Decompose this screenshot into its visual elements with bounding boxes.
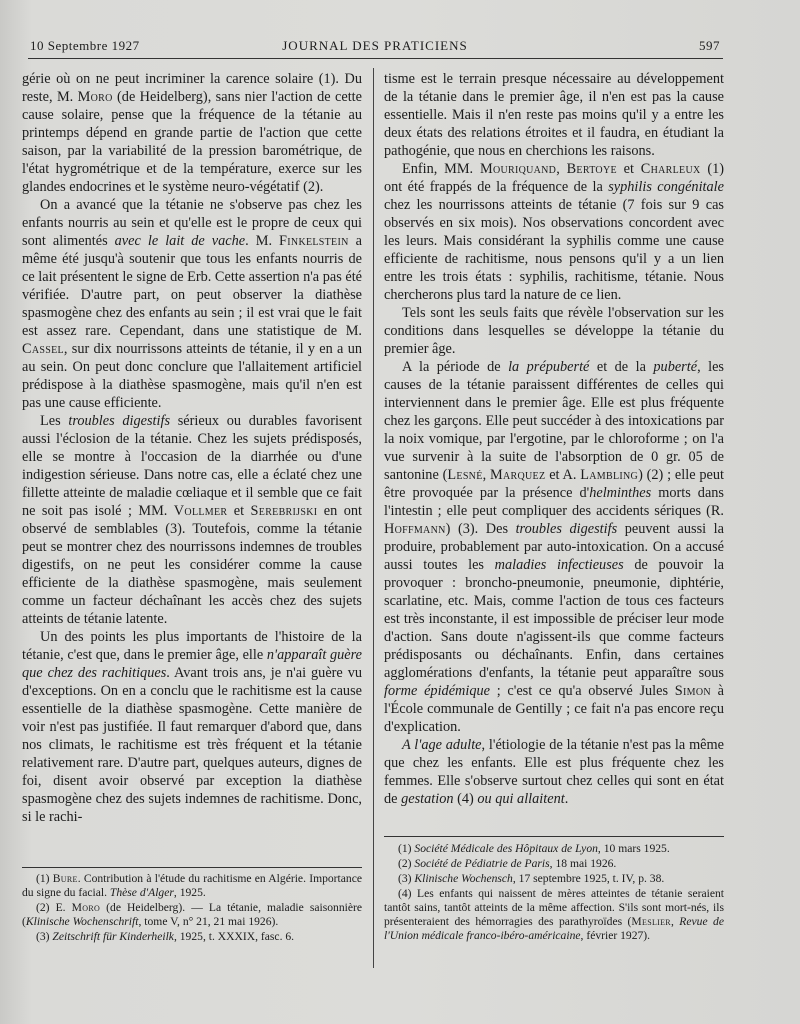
running-head xyxy=(30,38,720,58)
author-name: Marquez xyxy=(490,467,546,483)
author-name: Hoffmann xyxy=(384,521,446,537)
paragraph: Enfin, MM. Mouriquand, Bertoye et Charleux (1) ont été frappés de la fréquence de la syphilis congénitale chez les nourrissons atteints de tétanie (7 fois sur 9 cas observés en six mois). Nos observations concordent avec les leurs. Mais considérant la syphilis comme une cause efficiente de rachitisme, nous pensons qu'il y a un lien entre les trois états : syphilis, rachitisme, tétanie. Nous chercherons plus tard la nature de ce lien. xyxy=(384,161,724,303)
footnote: (1) Bure. Contribution à l'étude du rachitisme en Algérie. Importance du signe du facial. Thèse d'Alger, 1925. xyxy=(22,872,362,899)
paragraph: Un des points les plus importants de l'histoire de la tétanie, c'est que, dans le premier âge, elle n'apparaît guère que chez des rachitiques. Avant trois ans, je n'ai guère vu d'exceptions. On en a conclu que le rachitisme est la cause essentielle de la diathèse spasmogène. Cette manière de voir n'est pas justifiée. Il faut remarquer d'abord que, dans nos climats, le rachitisme est très fréquent et la tétanie relativement rare. D'autre part, quelques auteurs, dignes de foi, disent avoir observé par exception la diathèse spasmogène chez des sujets indemnes de rachitisme. Donc, si le rachi- xyxy=(22,629,363,825)
footnote: (1) Société Médicale des Hôpitaux de Lyon, 10 mars 1925. xyxy=(398,842,670,855)
right-column xyxy=(384,70,724,808)
paragraph: tisme est le terrain presque nécessaire au développement de la tétanie dans le premier âge, il n'en est pas la cause essentielle. Mais il n'en reste pas moins qu'il y a entre les deux états des relations étroites et il faudra, en étudiant la pathogénie, que nous en cherchions les raisons. xyxy=(384,71,724,159)
author-name: Charleux xyxy=(640,161,701,177)
paragraph: On a avancé que la tétanie ne s'observe pas chez les enfants nourris au sein et qu'elle est le propre de ceux qui sont alimentés avec le lait de vache. M. Finkelstein a même été jusqu'à soutenir que tous les enfants nourris de ce lait présentent le signe de Erb. Cette assertion n'a pas été vérifiée. D'autre part, on peut observer la diathèse spasmogène chez des enfants au sein ; il est vrai que le fait est assez rare. Cependant, dans une statistique de M. Cassel, sur dix nourrissons atteints de tétanie, il y en a un au sein. On peut donc conclure que l'allaitement artificiel prédispose à la diathèse spasmogène, mais qu'il n'en est pas une cause efficiente. xyxy=(22,197,363,411)
column-divider xyxy=(373,68,374,968)
footnote: (4) Les enfants qui naissent de mères atteintes de tétanie seraient tantôt sains, tantôt atteints de la même affection. S'ils sont mort-nés, ils présenteraient des hémorragies des parathyroïdes (Meslier, Revue de l'Union médicale franco-ibéro-américaine, février 1927). xyxy=(384,887,724,942)
header-rule xyxy=(28,58,723,59)
author-name: Cassel xyxy=(22,341,64,357)
author-name: Vollmer xyxy=(173,503,228,519)
paragraph: Les troubles digestifs sérieux ou durables favorisent aussi l'éclosion de la tétanie. Chez les sujets prédisposés, elle se montre à l'occasion de la diarrhée ou d'une indigestion sérieuse. Dans notre cas, elle a éclaté chez une fillette atteinte de maladie cœliaque et il semble que ce fait ne soit pas isolé ; MM. Vollmer et Serebrijski en ont observé de semblables (3). Toutefois, comme la tétanie peut se montrer chez des nourrissons indemnes de troubles digestifs, on ne peut les considérer comme la cause efficiente de la diathèse spasmogène, mais seulement comme un facteur déchaînant les accès chez des sujets atteints de tétanie latente. xyxy=(22,413,362,627)
paragraph: A la période de la prépuberté et de la puberté, les causes de la tétanie paraissent différentes de celles qui interviennent dans le premier âge. Elle est plus fréquente chez les garçons. Elle peut succéder à des intoxications par la noix vomique, par l'ergotine, par le chloroforme ; on l'a vue survenir à la suite de l'absorption de 0 gr. 05 de santonine (Lesné, Marquez et A. Lambling) (2) ; elle peut être provoquée par la présence d'helminthes morts dans l'intestin ; elle peut compliquer des accidents sériques (R. Hoffmann) (3). Des troubles digestifs peuvent aussi la produire, probablement par auto-intoxication. On a accusé aussi toutes les maladies infectieuses de pouvoir la provoquer : broncho-pneumonie, pneumonie, diphtérie, scarlatine, etc. Mais, comme l'action de tous ces facteurs est très inconstante, il est impossible de préciser leur mode d'action. Sans doute n'agissent-ils que comme facteurs prédisposants ou déchaînants. Enfin, dans certaines agglomérations d'enfants, la tétanie peut apparaître sous forme épidémique ; c'est ce qu'a observé Jules Simon à l'École communale de Gentilly ; ce fait n'a pas encore reçu d'explication. xyxy=(384,359,724,735)
paragraph: A l'age adulte, l'étiologie de la tétanie n'est pas la même que chez les enfants. Elle est plus fréquente chez les femmes. Elle s'observe surtout chez celles qui sont en état de gestation (4) ou qui allaitent. xyxy=(384,737,724,807)
issue-date: 10 Septembre 1927 xyxy=(30,38,140,53)
footnote: (2) E. Moro (de Heidelberg). — La tétanie, maladie saisonnière (Klinische Wochenschrift, tome V, n° 21, 21 mai 1926). xyxy=(22,901,362,928)
author-name: Lambling xyxy=(580,467,639,483)
author-name: Mouriquand xyxy=(479,161,557,177)
left-footnotes xyxy=(22,872,362,945)
author-name: Lesné xyxy=(447,467,483,483)
author-name: Moro xyxy=(77,89,113,105)
author-name: Serebrijski xyxy=(250,503,318,519)
footnote: (3) Klinische Wochensch, 17 septembre 1925, t. IV, p. 38. xyxy=(398,872,665,885)
footnote-rule xyxy=(384,836,724,837)
footnote: (3) Zeitschrift für Kinderheilk, 1925, t. XXXIX, fasc. 6. xyxy=(36,930,295,943)
footnote-rule xyxy=(22,867,362,868)
journal-title: JOURNAL DES PRATICIENS xyxy=(282,38,468,53)
paragraph: Tels sont les seuls faits que révèle l'observation sur les conditions dans lesquelles se développe la tétanie du premier âge. xyxy=(384,305,724,357)
footnote: (2) Société de Pédiatrie de Paris, 18 mai 1926. xyxy=(398,857,617,870)
paragraph: gérie où on ne peut incriminer la carence solaire (1). Du reste, M. Moro (de Heidelberg), sans nier l'action de cette cause solaire, pense que la fréquence de la tétanie au printemps dépend en grande partie de l'action que cette saison, par la variabilité de la pression barométrique, de l'état hygrométrique et de la température, exerce sur les glandes endocrines et le système neuro-végétatif (2). xyxy=(22,71,362,195)
page-number: 597 xyxy=(699,38,720,53)
right-footnotes xyxy=(384,842,724,944)
author-name: Finkelstein xyxy=(279,233,349,249)
author-name: Simon xyxy=(674,683,711,699)
author-name: Bertoye xyxy=(566,161,617,177)
left-column xyxy=(22,70,362,826)
